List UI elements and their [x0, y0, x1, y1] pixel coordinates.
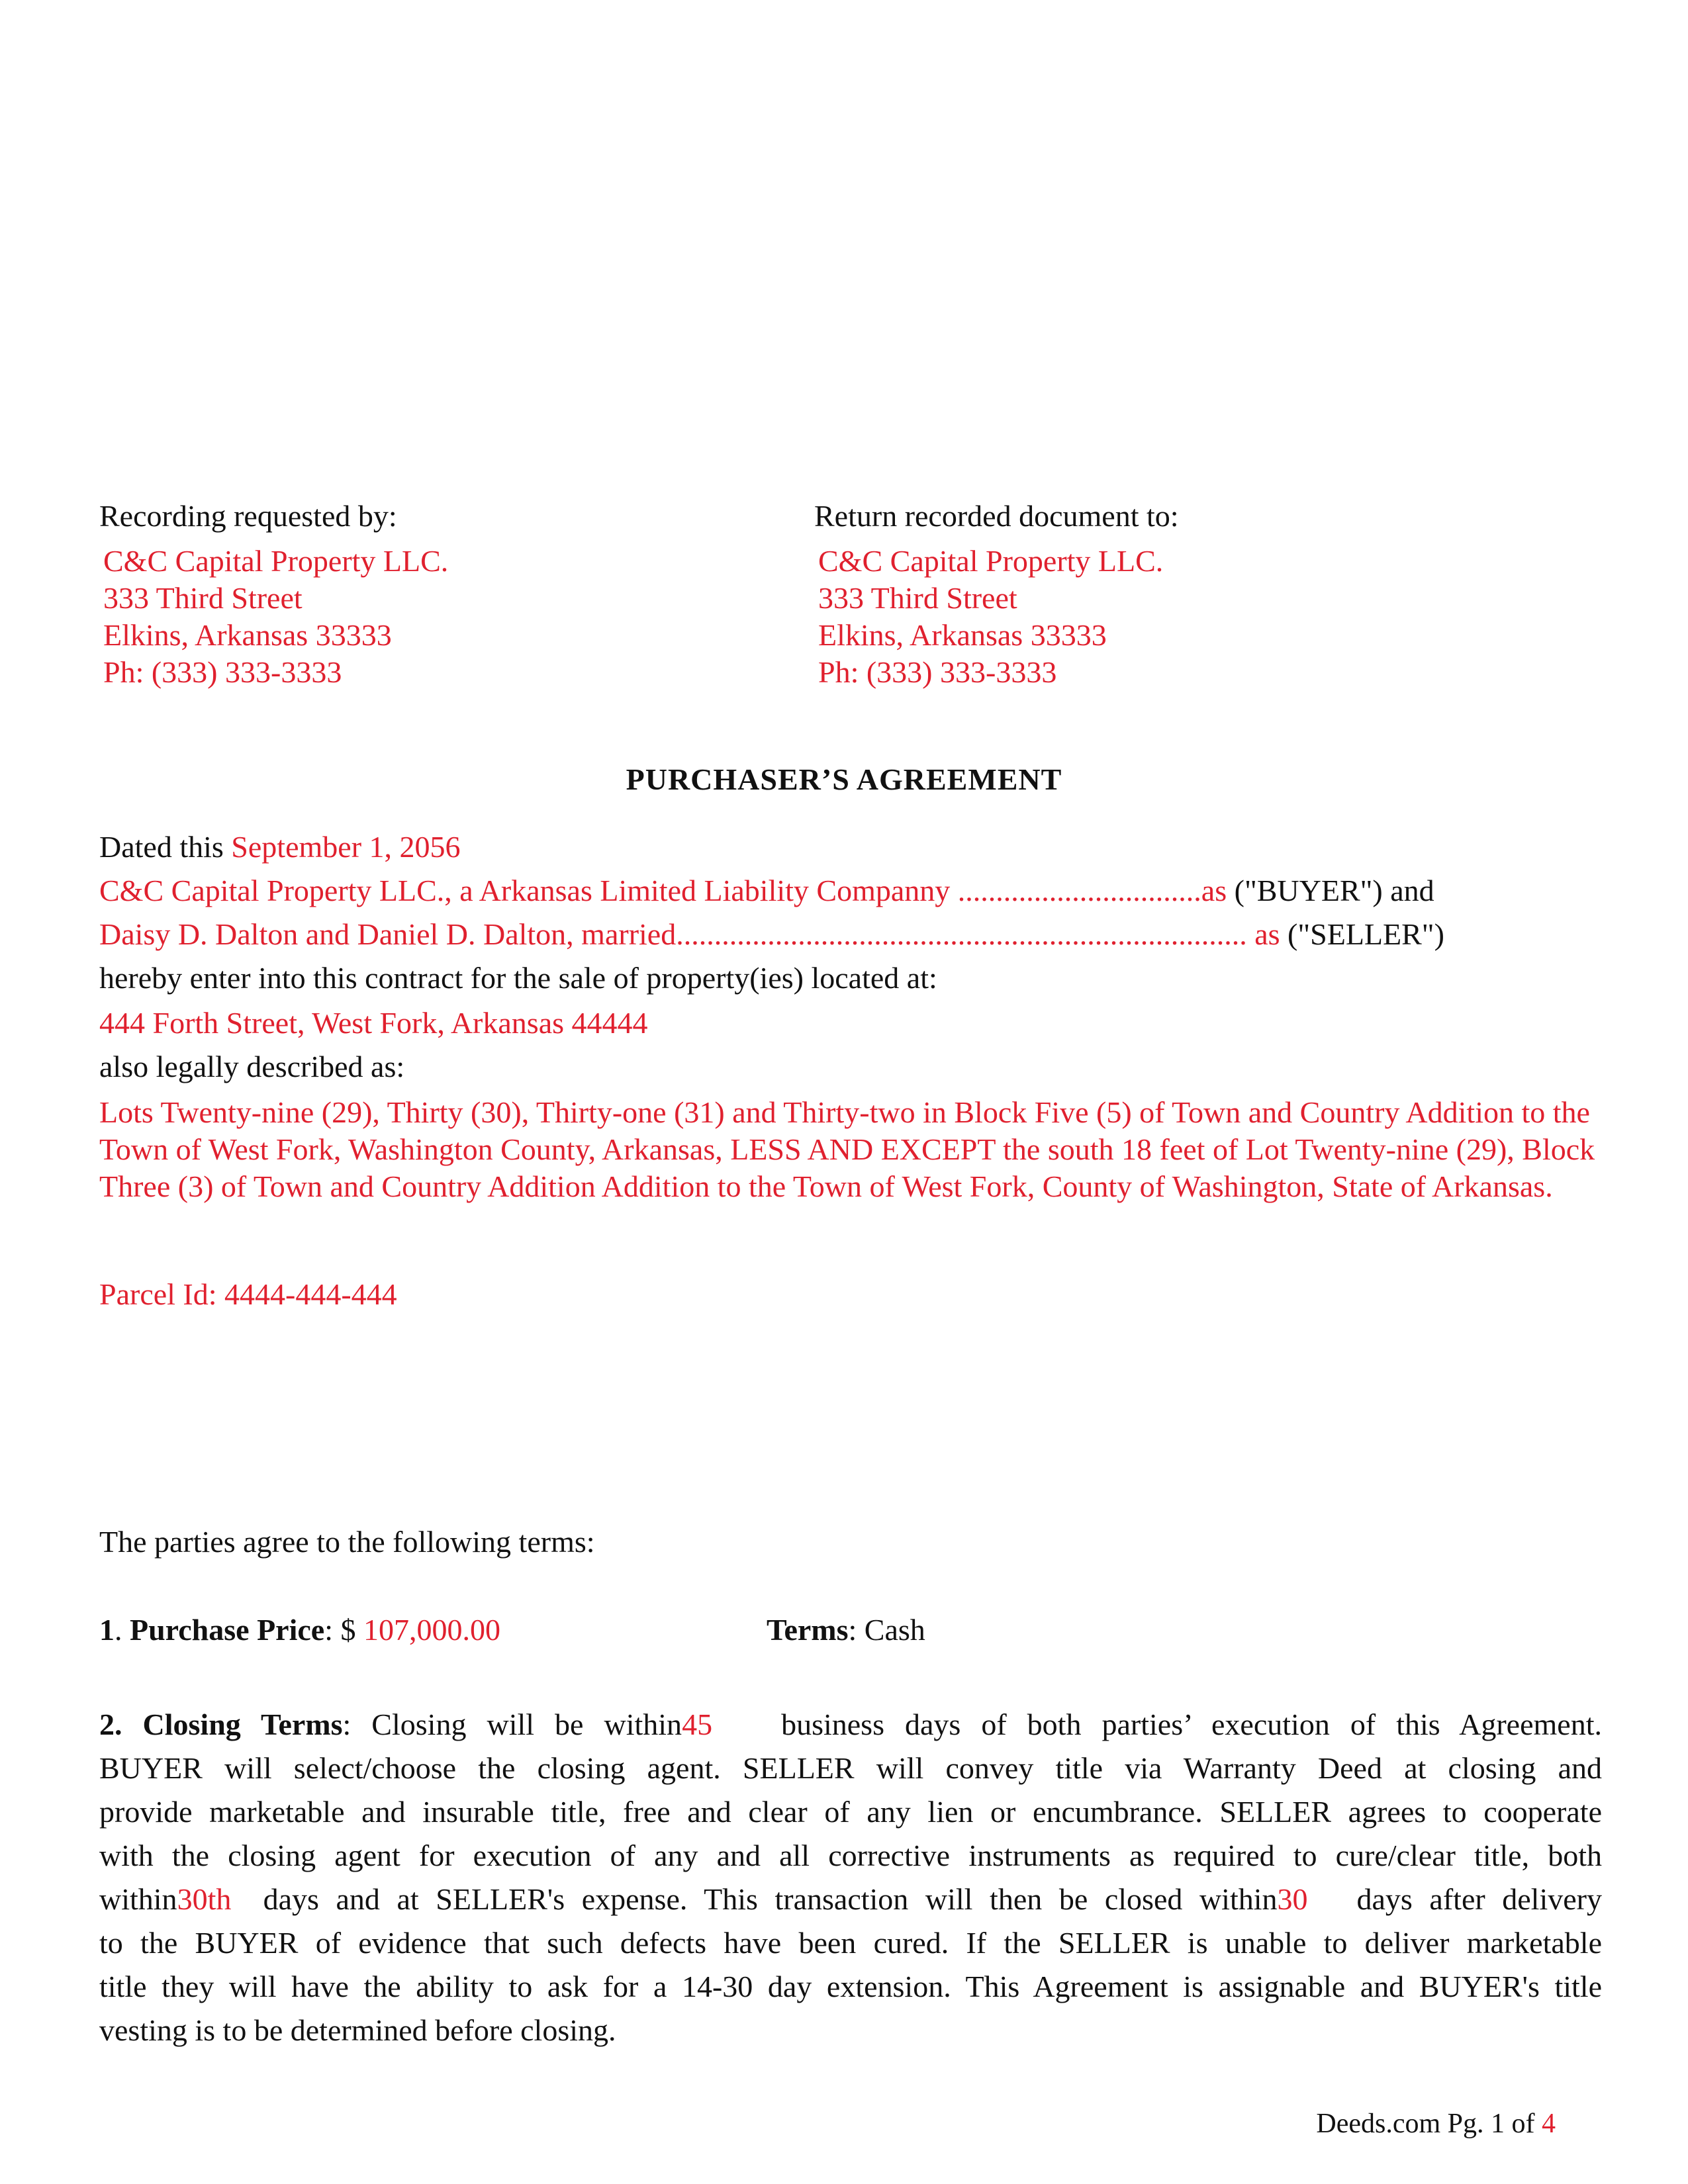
- legal-description: Lots Twenty-nine (29), Thirty (30), Thirty-one (31) and Thirty-two in Block Five (5) of Town and Country Addition to the Town of West Fork, Washington County, Arkansas, LESS AND EXCEPT the south 18 feet of Lot Twenty-nine (29), Block Three (3) of Town and Country Addition Addition to the Town of West Fork, County of Washington, State of Arkansas.: [99, 1095, 1595, 1203]
- closing-line-1: [99, 1703, 1602, 1747]
- closing-l1-post: business days of both parties’ execution of this Agreement.: [781, 1707, 1602, 1741]
- return-city: Elkins, Arkansas 33333: [818, 618, 1107, 652]
- recording-requested-block: [99, 498, 448, 691]
- buyer-name: C&C Capital Property LLC., a Arkansas Limited Liability Companny: [99, 874, 958, 907]
- property-address: 444 Forth Street, West Fork, Arkansas 44444: [99, 1006, 648, 1040]
- buyer-role: ("BUYER") and: [1227, 874, 1434, 907]
- return-phone: Ph: (333) 333-3333: [818, 655, 1057, 689]
- legal-label: also legally described as:: [99, 1050, 405, 1083]
- closing-line-8: vesting is to be determined before closing.: [99, 2013, 616, 2047]
- closing-line-2: BUYER will select/choose the closing agent. SELLER will convey title via Warranty Deed at closing and: [99, 1751, 1602, 1785]
- closing-line-3: provide marketable and insurable title, free and clear of any lien or encumbrance. SELLER agrees to cooperate: [99, 1795, 1602, 1829]
- seller-dots: ........................................................................... as: [676, 917, 1280, 951]
- footer-site: Deeds.com: [1316, 2109, 1441, 2139]
- closing-line-4: with the closing agent for execution of any and all corrective instruments as required to cure/clear title, both: [99, 1839, 1602, 1872]
- footer-page-total: 4: [1542, 2109, 1556, 2139]
- purchase-currency: $: [340, 1613, 356, 1647]
- purchase-price-line: 1. Purchase Price: $ 107,000.00: [99, 1613, 500, 1647]
- buyer-line: [99, 872, 1434, 909]
- return-to-block: [814, 498, 1179, 691]
- closing-days-2: 30th: [177, 1882, 232, 1916]
- terms-value: Cash: [864, 1613, 925, 1647]
- dated-line: [99, 829, 461, 865]
- closing-line-5: [99, 1878, 1602, 1921]
- closing-l5-pre: within: [99, 1882, 177, 1916]
- recording-company: C&C Capital Property LLC.: [103, 544, 449, 578]
- closing-terms-paragraph: [99, 1703, 1602, 2052]
- recording-street: 333 Third Street: [103, 581, 303, 615]
- document-title: PURCHASER’S AGREEMENT: [626, 762, 1062, 796]
- purchase-label: Purchase Price: [130, 1613, 325, 1647]
- closing-l5-mid: days and at SELLER's expense. This transaction will then be closed within: [263, 1882, 1278, 1916]
- closing-days-1: 45: [682, 1707, 713, 1741]
- page-footer: [1316, 2107, 1556, 2140]
- seller-role: ("SELLER"): [1280, 917, 1444, 951]
- closing-l5-post: days after delivery: [1356, 1882, 1602, 1916]
- return-to-header: Return recorded document to:: [814, 499, 1179, 533]
- recording-requested-header: Recording requested by:: [99, 499, 397, 533]
- terms-label: Terms: [767, 1613, 849, 1647]
- terms-line: Terms: Cash: [767, 1613, 925, 1647]
- closing-l1-pre: : Closing will be within: [342, 1707, 682, 1741]
- recording-phone: Ph: (333) 333-3333: [103, 655, 342, 689]
- terms-intro: The parties agree to the following terms:: [99, 1525, 595, 1559]
- seller-name: Daisy D. Dalton and Daniel D. Dalton, married: [99, 917, 677, 951]
- closing-heading: 2. Closing Terms: [99, 1707, 343, 1741]
- seller-line: [99, 916, 1444, 952]
- closing-line-6: to the BUYER of evidence that such defects have been cured. If the SELLER is unable to deliver marketable: [99, 1926, 1602, 1960]
- buyer-dots: ................................as: [957, 874, 1227, 907]
- recording-city: Elkins, Arkansas 33333: [103, 618, 392, 652]
- parcel-id: Parcel Id: 4444-444-444: [99, 1277, 397, 1311]
- return-street: 333 Third Street: [818, 581, 1017, 615]
- return-company: C&C Capital Property LLC.: [818, 544, 1164, 578]
- dated-label: Dated this: [99, 830, 224, 864]
- purchase-price-value: 107,000.00: [363, 1613, 500, 1647]
- purchase-number: 1: [99, 1613, 115, 1647]
- contract-line: hereby enter into this contract for the sale of property(ies) located at:: [99, 961, 937, 995]
- footer-page-label: Pg. 1 of: [1447, 2109, 1535, 2139]
- closing-line-7: title they will have the ability to ask for a 14-30 day extension. This Agreement is assignable and BUYER's title: [99, 1970, 1602, 2003]
- closing-days-3: 30: [1277, 1882, 1308, 1916]
- dated-value: September 1, 2056: [231, 830, 461, 864]
